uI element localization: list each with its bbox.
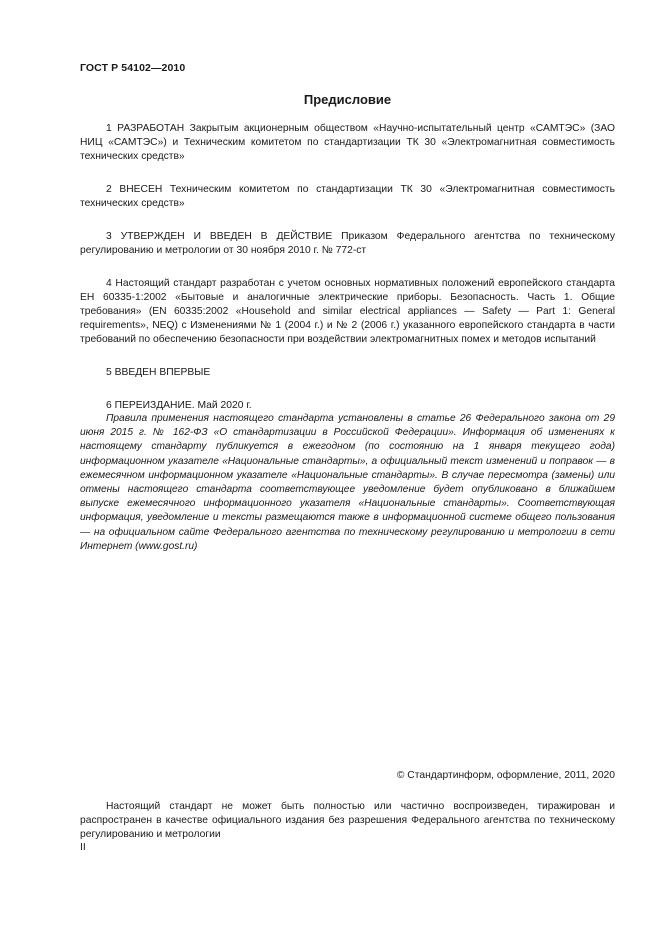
foreword-item-5: 5 ВВЕДЕН ВПЕРВЫЕ — [106, 367, 211, 378]
foreword-item-1: 1 РАЗРАБОТАН Закрытым акционерным обществом «Научно-испытательный центр «САМТЭС» (ЗАО НИЦ «САМТЭС») и Техническим комитетом по стандартизации ТК 30 «Электромагнитная совместимость технических средств» — [80, 123, 615, 162]
foreword-item-2: 2 ВНЕСЕН Техническим комитетом по стандартизации ТК 30 «Электромагнитная совместимость технических средств» — [80, 184, 615, 209]
page-number: II — [80, 842, 86, 853]
document-code: ГОСТ Р 54102—2010 — [80, 62, 186, 74]
standard-usage-notice: Правила применения настоящего стандарта установлены в статье 26 Федерального закона от 29 июня 2015 г. № 162-ФЗ «О стандартизации в Российской Федерации». Информация об изменениях к настоящему стандарту публикуется в ежегодном (по состоянию на 1 января текущего года) информационном указателе «Национальные стандарты», а официальный текст изменений и поправок — в ежемесячном информационном указателе «Национальные стандарты». В случае пересмотра (замены) или отмены настоящего стандарта соответствующее уведомление будет опубликовано в ближайшем выпуске ежемесячного информационного указателя «Национальные стандарты». Соответствующая информация, уведомление и тексты размещаются также в информационной системе общего пользования — на официальном сайте Федерального агентства по техническому регулированию и метрологии в сети Интернет (www.gost.ru) — [80, 413, 615, 552]
page-title: Предисловие — [303, 92, 392, 107]
document-page — [80, 0, 615, 935]
foreword-item-6: 6 ПЕРЕИЗДАНИЕ. Май 2020 г. — [106, 400, 252, 411]
reproduction-notice: Настоящий стандарт не может быть полностью или частично воспроизведен, тиражирован и распространен в качестве официального издания без разрешения Федерального агентства по техническому регулированию и метрологии — [80, 801, 615, 840]
foreword-items — [80, 122, 615, 432]
foreword-item-3: 3 УТВЕРЖДЕН И ВВЕДЕН В ДЕЙСТВИЕ Приказом Федерального агентства по техническому регулированию и метрологии от 30 ноября 2010 г. № 772-ст — [80, 231, 615, 256]
foreword-item-4: 4 Настоящий стандарт разработан с учетом основных нормативных положений европейского стандарта ЕН 60335-1:2002 «Бытовые и аналогичные электрические приборы. Безопасность. Часть 1. Общие требования» (EN 60335:2002 «Household and similar electrical appliances — Safety — Part 1: General requirements», NEQ) с Изменениями № 1 (2004 г.) и № 2 (2006 г.) указанного европейского стандарта в части требований по обеспечению безопасности при воздействии электромагнитных помех и методов испытаний — [80, 278, 615, 345]
copyright-line: © Стандартинформ, оформление, 2011, 2020 — [396, 770, 615, 781]
